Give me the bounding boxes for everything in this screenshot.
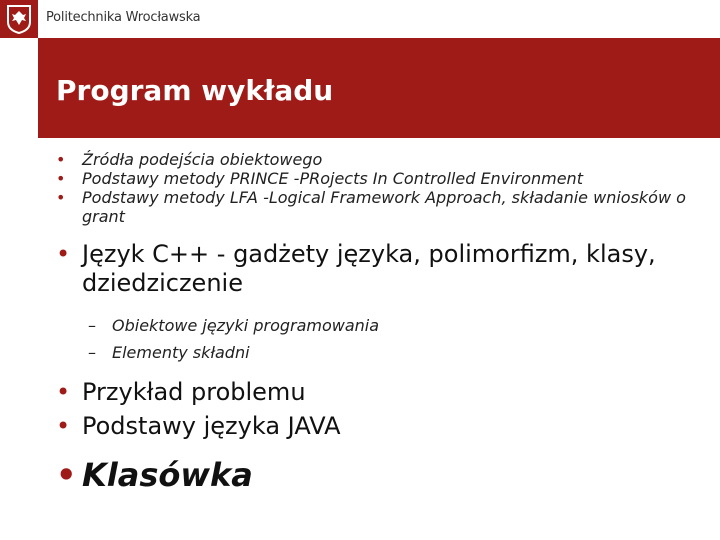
eagle-emblem-icon (6, 4, 32, 34)
sub-list-item-text: Obiektowe języki programowania (112, 316, 380, 335)
slide-title: Program wykładu (56, 74, 334, 107)
sub-bullet-list (52, 312, 702, 366)
bullet-dot-icon: • (56, 240, 71, 268)
bullet-dot-icon: • (56, 412, 71, 440)
list-item-text: Podstawy metody LFA -Logical Framework Approach, składanie wniosków o grant (82, 188, 686, 226)
bullet-dot-icon: • (56, 188, 66, 207)
university-name: Politechnika Wrocławska (46, 10, 201, 25)
list-item-exam (52, 455, 702, 495)
list-item-cpp (52, 240, 702, 298)
list-item (52, 150, 702, 169)
list-item (52, 378, 702, 407)
bullet-dot-icon: • (56, 169, 66, 188)
side-strip (0, 38, 38, 540)
list-item-text: Język C++ - gadżety języka, polimorfizm, klasy, dziedziczenie (82, 240, 656, 297)
small-bullet-list (52, 150, 702, 226)
bullet-dot-icon: • (56, 456, 77, 494)
list-item-text: Podstawy metody PRINCE -PRojects In Controlled Environment (82, 169, 583, 188)
list-item (52, 412, 702, 441)
dash-bullet-icon: – (88, 316, 96, 335)
list-item-text: Podstawy języka JAVA (82, 412, 341, 440)
header-bar (0, 0, 720, 38)
list-item (52, 188, 702, 226)
sub-list-item (52, 312, 702, 339)
list-item-text: Przykład problemu (82, 378, 306, 406)
dash-bullet-icon: – (88, 343, 96, 362)
list-item-text: Klasówka (82, 456, 253, 494)
title-band (38, 38, 720, 138)
bullet-dot-icon: • (56, 150, 66, 169)
bullet-dot-icon: • (56, 378, 71, 406)
university-logo (0, 0, 38, 38)
list-item (52, 169, 702, 188)
slide-content (52, 150, 702, 495)
sub-list-item (52, 339, 702, 366)
sub-list-item-text: Elementy składni (112, 343, 250, 362)
list-item-text: Źródła podejścia obiektowego (82, 150, 323, 169)
medium-bullet-list (52, 378, 702, 441)
